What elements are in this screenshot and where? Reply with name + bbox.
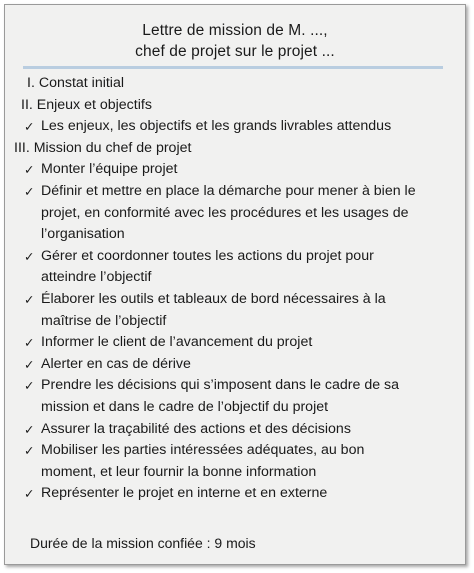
list-item: [5, 159, 465, 181]
checkmark-icon: ✓: [24, 378, 35, 394]
list-item-text: Informer le client de l’avancement du projet: [41, 334, 313, 351]
checkmark-icon: ✓: [24, 183, 35, 199]
list-item-continuation: mission et dans le cadre de l’objectif du projet: [41, 398, 329, 415]
list-item-text: Représenter le projet en interne et en externe: [41, 485, 328, 502]
list-item-text: Alerter en cas de dérive: [41, 355, 191, 372]
list-item-text: Assurer la traçabilité des actions et des décisions: [41, 420, 351, 437]
checkmark-icon: ✓: [24, 119, 35, 135]
section-heading-mission: III. Mission du chef de projet: [14, 139, 192, 156]
list-item-continuation: l’organisation: [41, 226, 125, 243]
document-title: [5, 20, 465, 62]
checkmark-icon: ✓: [24, 335, 35, 351]
title-line-1: Lettre de mission de M. ...,: [142, 22, 328, 39]
list-item: [5, 332, 465, 354]
list-item-text: Définir et mettre en place la démarche pour mener à bien le: [41, 182, 416, 199]
checkmark-icon: ✓: [24, 486, 35, 502]
list-item: [5, 289, 465, 311]
mission-content: [5, 73, 465, 505]
list-item: [5, 419, 465, 441]
list-item: [5, 483, 465, 505]
list-item-text: Les enjeux, les objectifs et les grands livrables attendus: [41, 118, 392, 135]
checkmark-icon: ✓: [24, 291, 35, 307]
list-item-continuation: projet, en conformité avec les procédures et les usages de: [41, 204, 409, 221]
list-item: [5, 354, 465, 376]
mission-letter-box: [4, 4, 466, 565]
mission-duration: Durée de la mission confiée : 9 mois: [30, 535, 256, 551]
list-item: [5, 375, 465, 397]
checkmark-icon: ✓: [24, 443, 35, 459]
title-divider: [23, 66, 443, 69]
checkmark-icon: ✓: [24, 356, 35, 372]
list-item-text: Gérer et coordonner toutes les actions du projet pour: [41, 247, 374, 264]
list-item-text: Élaborer les outils et tableaux de bord nécessaires à la: [41, 290, 386, 307]
list-item: [5, 181, 465, 203]
list-item-text: Prendre les décisions qui s’imposent dans le cadre de sa: [41, 377, 400, 394]
checkmark-icon: ✓: [24, 162, 35, 178]
list-item: [5, 116, 465, 138]
list-item: [5, 246, 465, 268]
checkmark-icon: ✓: [24, 248, 35, 264]
list-item-text: Monter l’équipe projet: [41, 161, 178, 178]
list-item: [5, 440, 465, 462]
list-item-continuation: maîtrise de l’objectif: [41, 312, 167, 329]
checkmark-icon: ✓: [24, 421, 35, 437]
section-heading-constat: I. Constat initial: [27, 75, 124, 91]
title-line-2: chef de projet sur le projet ...: [135, 43, 335, 60]
list-item-continuation: moment, et leur fournir la bonne information: [41, 463, 317, 480]
list-item-continuation: atteindre l’objectif: [41, 269, 152, 286]
list-item-text: Mobiliser les parties intéressées adéquates, au bon: [41, 442, 365, 459]
section-heading-enjeux: II. Enjeux et objectifs: [21, 96, 152, 113]
